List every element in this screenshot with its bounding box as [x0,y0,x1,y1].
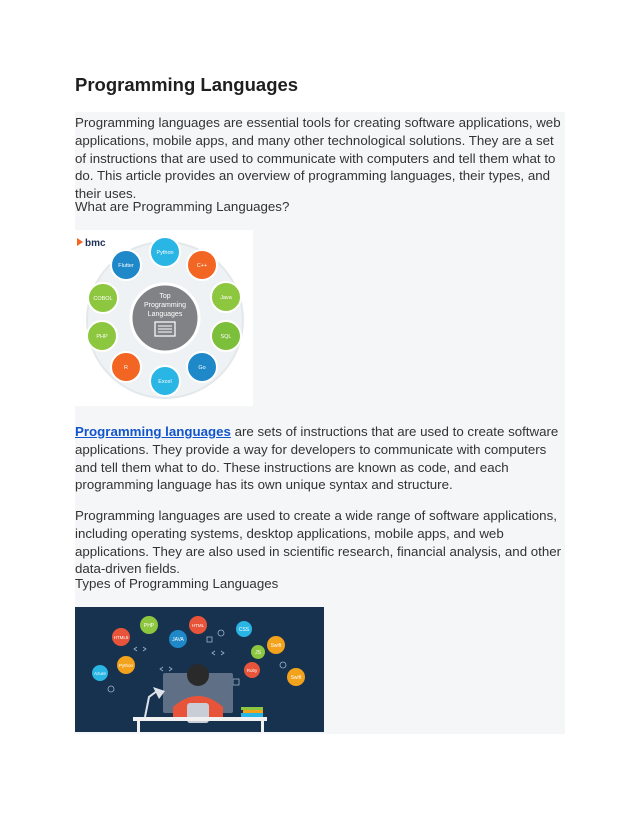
svg-text:CSS: CSS [238,627,250,633]
bubble-java [211,282,241,312]
svg-text:JS: JS [255,650,261,656]
bubble-go [187,352,217,382]
svg-text:Python: Python [118,663,134,668]
center-line3: Languages [147,311,183,318]
svg-text:Flutter: Flutter [118,263,134,269]
bubble-cpp [187,250,217,280]
badge-swift [267,636,285,654]
svg-text:Swift: Swift [290,675,302,681]
svg-text:SQL: SQL [220,334,232,340]
bubble-sql [211,321,241,351]
books [241,707,263,710]
section-heading-what: What are Programming Languages? [75,199,290,214]
section-heading-types: Types of Programming Languages [75,576,279,591]
badge-ruby [244,662,260,678]
badge-css [236,621,252,637]
center-line2: Programming [143,302,187,309]
svg-text:Swift: Swift [270,643,282,649]
developer-illustration [75,607,324,732]
svg-text:Java: Java [220,295,232,301]
bubble-cobol [88,283,118,313]
bubble-php [87,321,117,351]
svg-text:PHP: PHP [96,334,108,340]
svg-text:Azure: Azure [94,671,106,676]
badge-js [251,645,265,659]
svg-text:PHP: PHP [143,623,155,629]
top-languages-diagram [75,230,253,406]
developer-illustration-svg [75,607,324,732]
intro-paragraph: Programming languages are essential tools for creating software applications, web applications, mobile apps, and many other technological solutions. They are a set of instructions that are used to communicate with computers and tell them what to do. This article provides an overview of programming languages, their types, and their uses. [75,115,561,202]
badge-html5 [112,628,130,646]
svg-text:Excel: Excel [158,379,172,385]
bubble-python [150,237,180,267]
badge-php [140,616,158,634]
bmc-logo-text: bmc [85,238,106,249]
bubble-flutter [111,250,141,280]
svg-text:JAVA: JAVA [172,637,184,643]
bmc-logo [77,238,106,249]
definition-text: are sets of instructions that are used to create software applications. They provide a way for developers to communicate with computers and tell them what to do. These instructions are known as code, and each programming language has its own unique syntax and structure. [75,424,559,493]
svg-text:Ruby: Ruby [246,668,258,673]
badge-html [189,616,207,634]
center-line1: Top [159,293,171,300]
programming-languages-link[interactable]: Programming languages [75,424,231,439]
svg-text:C++: C++ [196,263,208,269]
svg-text:Go: Go [198,365,206,371]
badge-swift-2 [287,668,305,686]
person-head [187,664,209,686]
badge-python [117,656,135,674]
svg-text:HTML5: HTML5 [113,635,129,640]
bubble-r [111,352,141,382]
svg-text:Python: Python [156,250,174,256]
badge-azure [92,665,108,681]
badge-java [169,630,187,648]
desk [133,717,267,721]
bubble-excel [150,366,180,396]
page-title: Programming Languages [75,74,299,95]
svg-text:COBOL: COBOL [93,296,113,302]
top-languages-figure [75,230,253,406]
definition-paragraph [75,423,565,494]
svg-text:HTML: HTML [191,623,205,628]
svg-text:R: R [124,365,128,371]
uses-paragraph: Programming languages are used to create a wide range of software applications, including operating systems, desktop applications, mobile apps, and web applications. They are also used in scientific research, financial analysis, and other data-driven fields. [75,508,562,577]
